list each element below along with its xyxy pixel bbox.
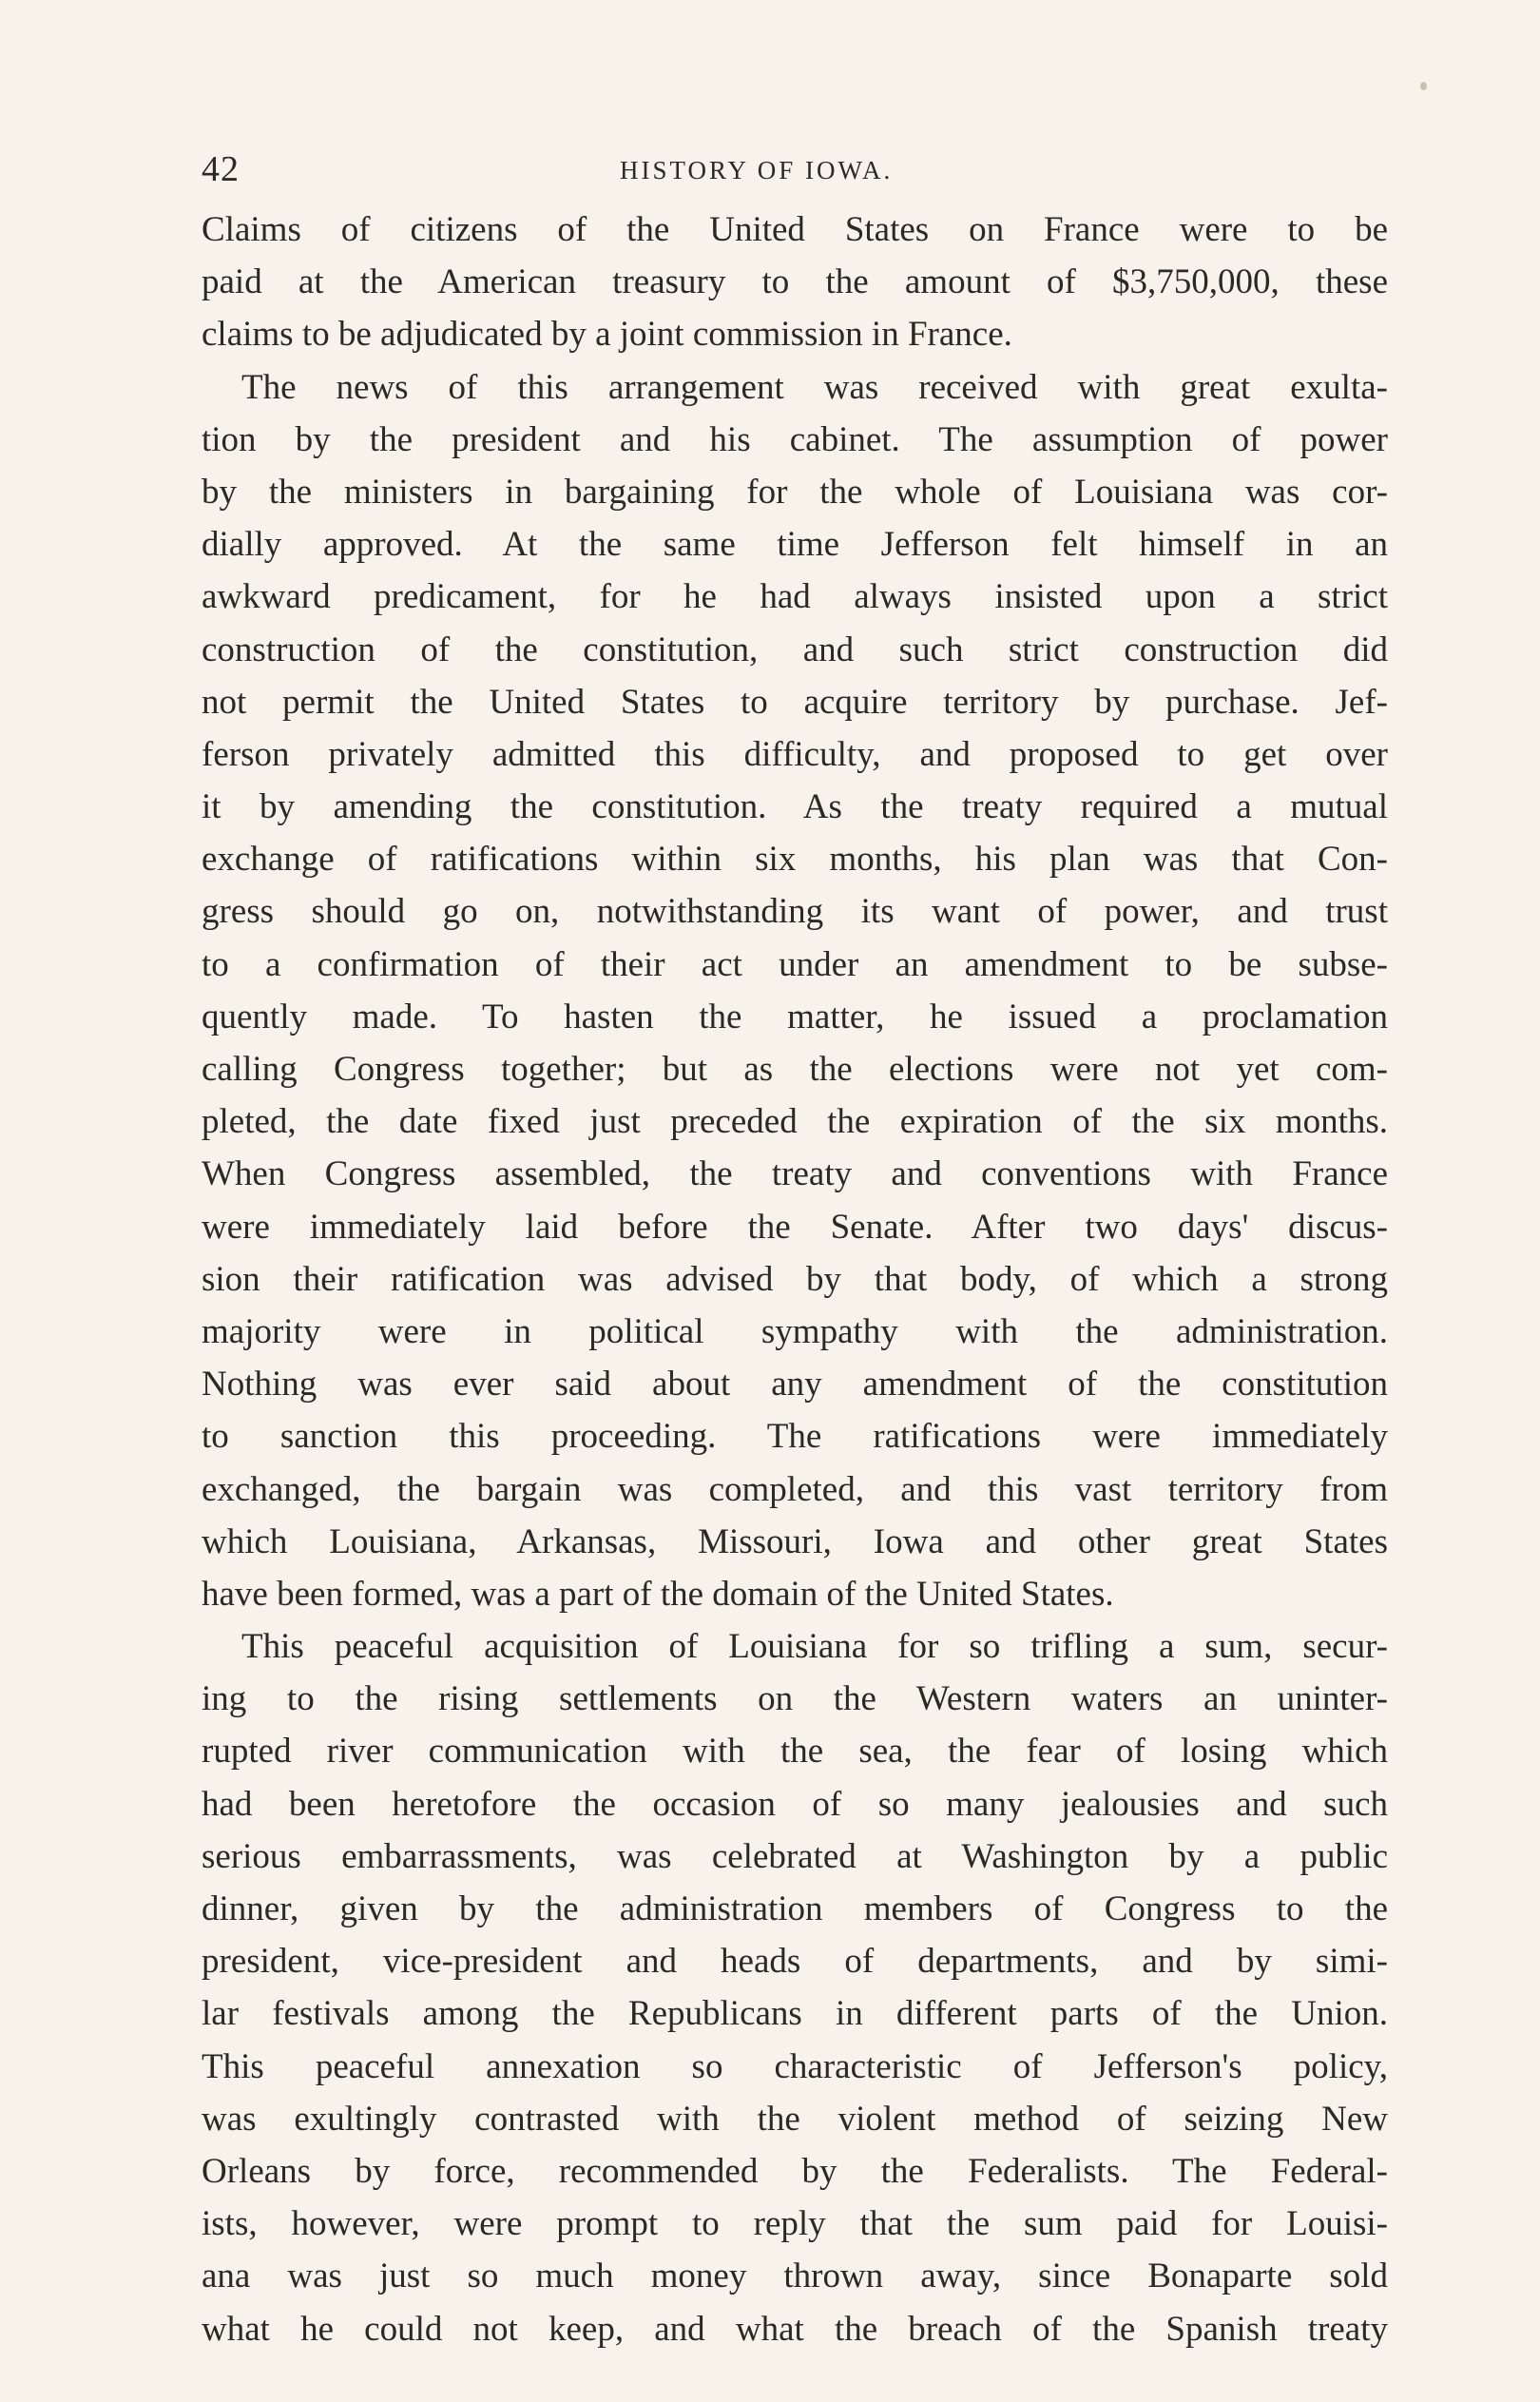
page-number: 42	[202, 149, 240, 189]
text-line: serious embarrassments, was celebrated at Washington by a public	[202, 1836, 1388, 1876]
text-line: Nothing was ever said about any amendment of the constitution	[202, 1365, 1388, 1404]
text-line: lar festivals among the Republicans in different parts of the Union.	[202, 1994, 1388, 2034]
text-line: When Congress assembled, the treaty and conventions with France	[202, 1154, 1388, 1194]
text-line: majority were in political sympathy with the administration.	[202, 1311, 1388, 1351]
text-line: This peaceful acquisition of Louisiana for so trifling a sum, secur-	[241, 1627, 1388, 1667]
text-line: rupted river communication with the sea, the fear of losing which	[202, 1732, 1388, 1772]
running-head	[202, 145, 1388, 193]
header-title: HISTORY OF IOWA.	[620, 156, 894, 184]
text-line: to a confirmation of their act under an amendment to be subse-	[202, 944, 1388, 984]
text-line: pleted, the date fixed just preceded the expiration of the six months.	[202, 1102, 1388, 1142]
body-text	[202, 203, 1388, 2355]
text-line: ing to the rising settlements on the Western waters an uninter-	[202, 1679, 1388, 1719]
text-line: ana was just so much money thrown away, since Bonaparte sold	[202, 2257, 1388, 2296]
text-line: president, vice-president and heads of departments, and by simi-	[202, 1942, 1388, 1982]
text-line: ferson privately admitted this difficulty, and proposed to get over	[202, 734, 1388, 774]
text-line: was exultingly contrasted with the violent method of seizing New	[202, 2099, 1388, 2139]
text-line: Claims of citizens of the United States on France were to be	[202, 210, 1388, 249]
text-line: exchanged, the bargain was completed, and this vast territory from	[202, 1469, 1388, 1509]
text-line: quently made. To hasten the matter, he issued a proclamation	[202, 997, 1388, 1036]
text-line: The news of this arrangement was received with great exulta-	[241, 367, 1388, 407]
text-line: not permit the United States to acquire territory by purchase. Jef-	[202, 682, 1388, 722]
text-line: claims to be adjudicated by a joint commission in France.	[202, 315, 1012, 355]
text-line: gress should go on, notwithstanding its want of power, and trust	[202, 892, 1388, 932]
text-line: which Louisiana, Arkansas, Missouri, Iowa and other great States	[202, 1521, 1388, 1561]
text-line: what he could not keep, and what the breach of the Spanish treaty	[202, 2309, 1388, 2349]
text-line: dinner, given by the administration members of Congress to the	[202, 1889, 1388, 1928]
text-line: dially approved. At the same time Jefferson felt himself in an	[202, 525, 1388, 565]
text-line: awkward predicament, for he had always insisted upon a strict	[202, 577, 1388, 617]
text-line: calling Congress together; but as the elections were not yet com-	[202, 1050, 1388, 1089]
text-line: were immediately laid before the Senate. After two days' discus-	[202, 1207, 1388, 1247]
text-line: construction of the constitution, and such strict construction did	[202, 630, 1388, 669]
text-line: Orleans by force, recommended by the Federalists. The Federal-	[202, 2151, 1388, 2191]
text-line: sion their ratification was advised by that body, of which a strong	[202, 1259, 1388, 1299]
text-line: ists, however, were prompt to reply that the sum paid for Louisi-	[202, 2204, 1388, 2244]
text-line: by the ministers in bargaining for the whole of Louisiana was cor-	[202, 472, 1388, 512]
text-line: paid at the American treasury to the amount of $3,750,000, these	[202, 262, 1388, 302]
text-line: exchange of ratifications within six months, his plan was that Con-	[202, 840, 1388, 880]
text-line: to sanction this proceeding. The ratifications were immediately	[202, 1417, 1388, 1457]
text-line: it by amending the constitution. As the treaty required a mutual	[202, 787, 1388, 827]
text-line: had been heretofore the occasion of so many jealousies and such	[202, 1784, 1388, 1824]
paper-speck	[1420, 82, 1427, 90]
text-line: This peaceful annexation so characteristic of Jefferson's policy,	[202, 2046, 1388, 2086]
text-line: tion by the president and his cabinet. The assumption of power	[202, 419, 1388, 459]
text-line: have been formed, was a part of the domain of the United States.	[202, 1574, 1114, 1614]
